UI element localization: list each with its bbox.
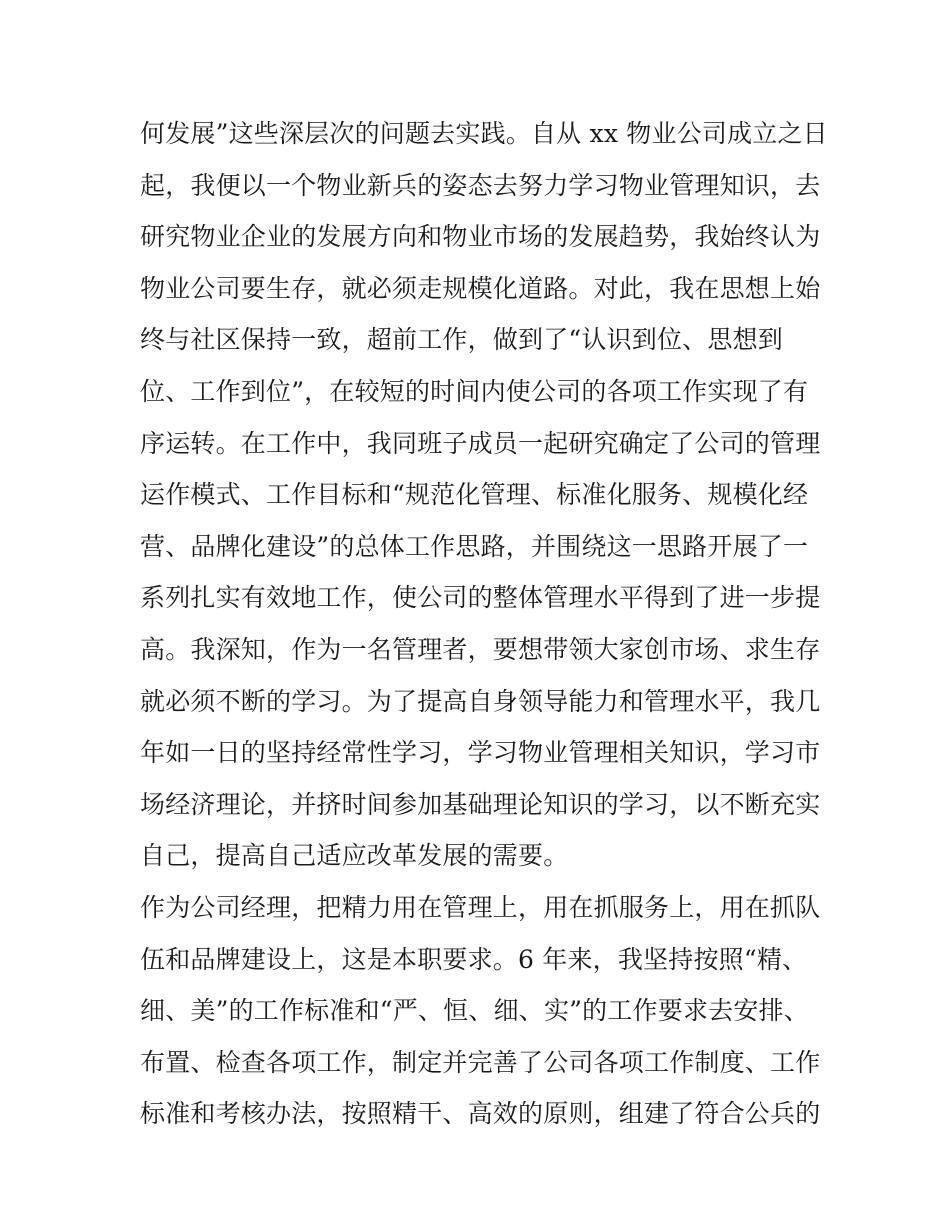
body-text	[140, 108, 830, 1140]
text-line: 场经济理论，并挤时间参加基础理论知识的学习，以不断充实	[140, 789, 821, 819]
text-line: 位、工作到位”，在较短的时间内使公司的各项工作实现了有	[140, 376, 809, 406]
text-line: 伍和品牌建设上，这是本职要求。6 年来，我坚持按照“精、	[140, 944, 808, 974]
text-line: 细、美”的工作标准和“严、恒、细、实”的工作要求去安排、	[140, 996, 809, 1026]
text-line: 高。我深知，作为一名管理者，要想带领大家创市场、求生存	[140, 634, 821, 664]
text-line: 标准和考核办法，按照精干、高效的原则，组建了符合公兵的	[140, 1099, 821, 1129]
text-line: 自己，提高自己适应改革发展的需要。	[140, 841, 569, 871]
text-line: 布置、检查各项工作，制定并完善了公司各项工作制度、工作	[140, 1047, 821, 1077]
text-line: 起，我便以一个物业新兵的姿态去努力学习物业管理知识，去	[140, 170, 821, 200]
text-line: 作为公司经理，把精力用在管理上，用在抓服务上，用在抓队	[140, 892, 821, 922]
text-line: 何发展”这些深层次的问题去实践。自从 xx 物业公司成立之日	[140, 119, 828, 148]
text-line: 运作模式、工作目标和“规范化管理、标准化服务、规模化经	[140, 480, 809, 510]
text-line: 营、品牌化建设”的总体工作思路，并围绕这一思路开展了一	[140, 531, 809, 561]
text-line: 研究物业企业的发展方向和物业市场的发展趋势，我始终认为	[140, 222, 821, 252]
text-line: 就必须不断的学习。为了提高自身领导能力和管理水平，我几	[140, 686, 821, 716]
text-line: 序运转。在工作中，我同班子成员一起研究确定了公司的管理	[140, 428, 821, 458]
text-line: 系列扎实有效地工作，使公司的整体管理水平得到了进一步提	[140, 583, 821, 613]
text-line: 物业公司要生存，就必须走规模化道路。对此，我在思想上始	[140, 273, 821, 303]
text-line: 年如一日的坚持经常性学习，学习物业管理相关知识，学习市	[140, 738, 821, 768]
text-line: 终与社区保持一致，超前工作，做到了“认识到位、思想到	[140, 325, 783, 355]
